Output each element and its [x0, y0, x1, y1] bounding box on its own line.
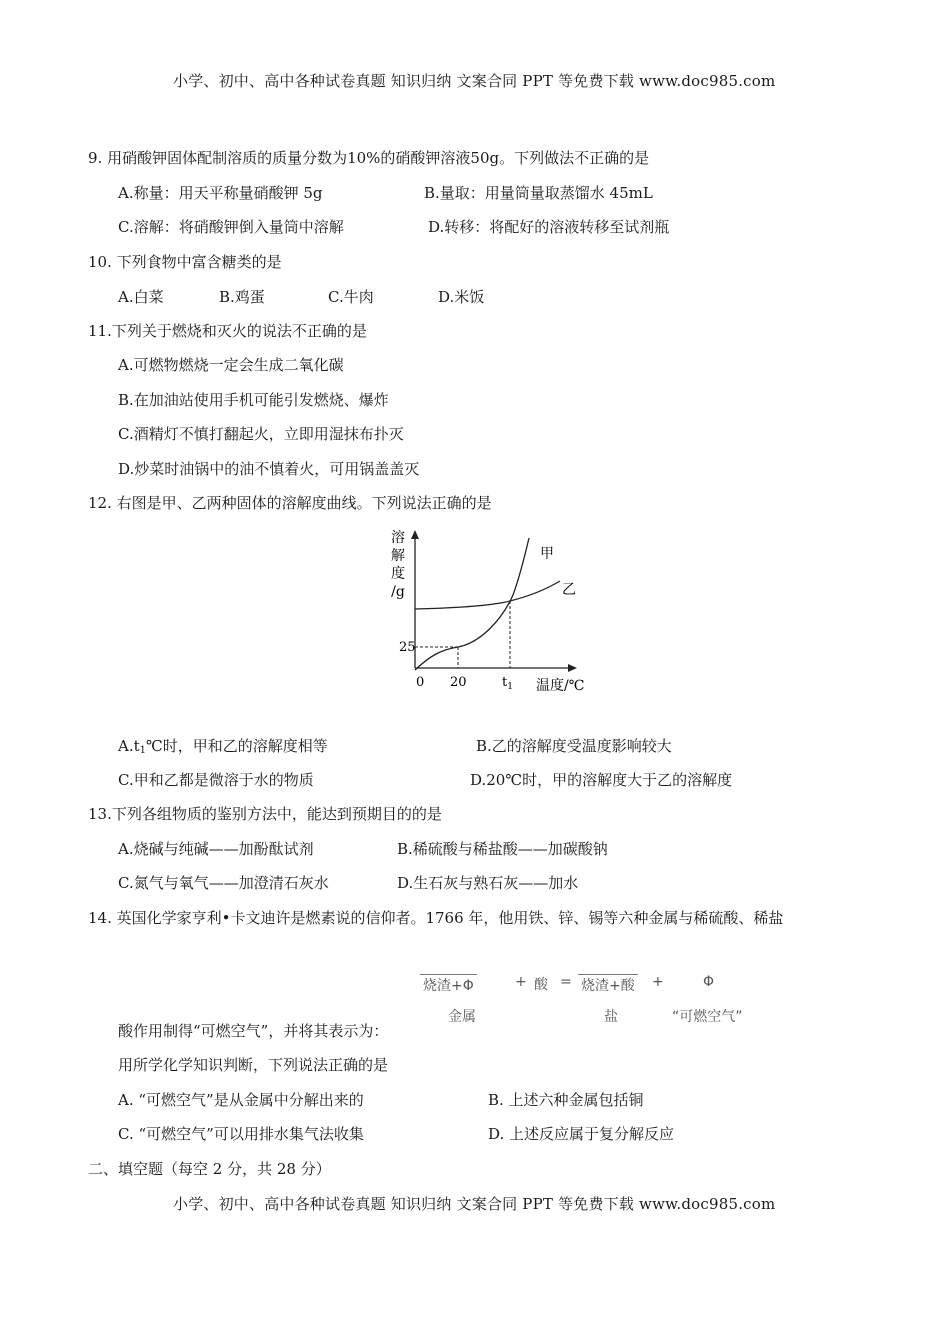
question-9-stem: 9. 用硝酸钾固体配制溶质的质量分数为10%的硝酸钾溶液50g。下列做法不正确的是	[88, 149, 650, 167]
question-14-option-c: C. “可燃空气”可以用排水集气法收集	[118, 1125, 364, 1143]
formula-phi: Φ	[703, 974, 715, 990]
section-2-title: 二、填空题（每空 2 分，共 28 分）	[88, 1160, 331, 1178]
question-9-option-a: A.称量：用天平称量硝酸钾 5g	[118, 184, 323, 202]
y-tick-25: 25	[399, 640, 416, 655]
page-footer: 小学、初中、高中各种试卷真题 知识归纳 文案合同 PPT 等免费下载 www.doc985.com	[173, 1195, 776, 1213]
formula-box-metal: 烧渣+Φ	[420, 974, 477, 995]
question-14-stem-line2: 酸作用制得“可燃空气”，并将其表示为：	[118, 1022, 389, 1040]
formula-box-salt: 烧渣+酸	[578, 974, 638, 995]
question-9-option-c: C.溶解：将硝酸钾倒入量筒中溶解	[118, 218, 344, 236]
question-14-option-d: D. 上述反应属于复分解反应	[488, 1125, 675, 1143]
ylabel-char-2: 度	[391, 566, 405, 582]
question-11-option-c: C.酒精灯不慎打翻起火，立即用湿抹布扑灭	[118, 425, 404, 443]
series-yi-curve	[415, 581, 560, 609]
question-13-option-a: A.烧碱与纯碱——加酚酞试剂	[118, 840, 314, 858]
series-label-jia: 甲	[540, 546, 554, 562]
formula-plus-1: +	[515, 974, 527, 990]
x-axis-arrow	[568, 664, 577, 672]
question-13-option-d: D.生石灰与熟石灰——加水	[397, 874, 579, 892]
ylabel-char-0: 溶	[391, 530, 405, 546]
question-11-option-b: B.在加油站使用手机可能引发燃烧、爆炸	[118, 391, 389, 409]
question-13-option-c: C.氮气与氧气——加澄清石灰水	[118, 874, 329, 892]
x-tick-20: 20	[450, 675, 467, 690]
formula-label-salt: 盐	[604, 1009, 618, 1025]
question-13-option-b: B.稀硫酸与稀盐酸——加碳酸钠	[397, 840, 608, 858]
question-14-option-b: B. 上述六种金属包括铜	[488, 1091, 644, 1109]
series-jia-curve	[415, 538, 529, 670]
question-10-stem: 10. 下列食物中富含糖类的是	[88, 253, 282, 271]
question-10-option-a: A.白菜	[118, 288, 164, 306]
ylabel-char-3: /g	[391, 584, 405, 600]
question-12-stem: 12. 右图是甲、乙两种固体的溶解度曲线。下列说法正确的是	[88, 494, 492, 512]
question-12-option-c: C.甲和乙都是微溶于水的物质	[118, 771, 314, 789]
question-11-stem: 11.下列关于燃烧和灭火的说法不正确的是	[88, 322, 367, 340]
question-10-option-b: B.鸡蛋	[219, 288, 265, 306]
ylabel-char-1: 解	[391, 548, 405, 564]
formula-acid: 酸	[534, 977, 548, 993]
question-9-option-b: B.量取：用量筒量取蒸馏水 45mL	[424, 184, 653, 202]
question-12-option-b: B.乙的溶解度受温度影响较大	[476, 737, 672, 755]
question-11-option-a: A.可燃物燃烧一定会生成二氧化碳	[118, 356, 344, 374]
formula-plus-2: +	[652, 974, 664, 990]
question-14-stem: 14. 英国化学家亨利•卡文迪许是燃素说的信仰者。1766 年，他用铁、锌、锡等六种金属与稀硫酸、稀盐	[88, 909, 784, 927]
question-13-stem: 13.下列各组物质的鉴别方法中，能达到预期目的的是	[88, 805, 442, 823]
x-tick-t1: $t_1$	[502, 675, 513, 692]
page-header: 小学、初中、高中各种试卷真题 知识归纳 文案合同 PPT 等免费下载 www.doc985.com	[173, 72, 776, 90]
question-14-stem-line3: 用所学化学知识判断，下列说法正确的是	[118, 1056, 389, 1074]
question-11-option-d: D.炒菜时油锅中的油不慎着火，可用锅盖盖灭	[118, 460, 420, 478]
x-axis-label: 温度/℃	[536, 678, 585, 694]
question-12-option-a: $A.t_1℃$时，甲和乙的溶解度相等	[118, 737, 328, 756]
formula-equals: =	[560, 974, 572, 990]
question-12-option-d: D.20℃时，甲的溶解度大于乙的溶解度	[470, 771, 733, 789]
formula-label-gas: “可燃空气”	[672, 1009, 743, 1025]
question-14-option-a: A. “可燃空气”是从金属中分解出来的	[118, 1091, 364, 1109]
x-tick-0: 0	[416, 675, 425, 690]
combustion-formula	[420, 970, 780, 1030]
question-10-option-c: C.牛肉	[328, 288, 374, 306]
question-10-option-d: D.米饭	[438, 288, 485, 306]
series-label-yi: 乙	[562, 582, 576, 598]
solubility-chart	[380, 520, 610, 700]
y-axis-arrow	[411, 530, 419, 539]
formula-label-metal: 金属	[448, 1009, 476, 1025]
question-9-option-d: D.转移：将配好的溶液转移至试剂瓶	[428, 218, 670, 236]
